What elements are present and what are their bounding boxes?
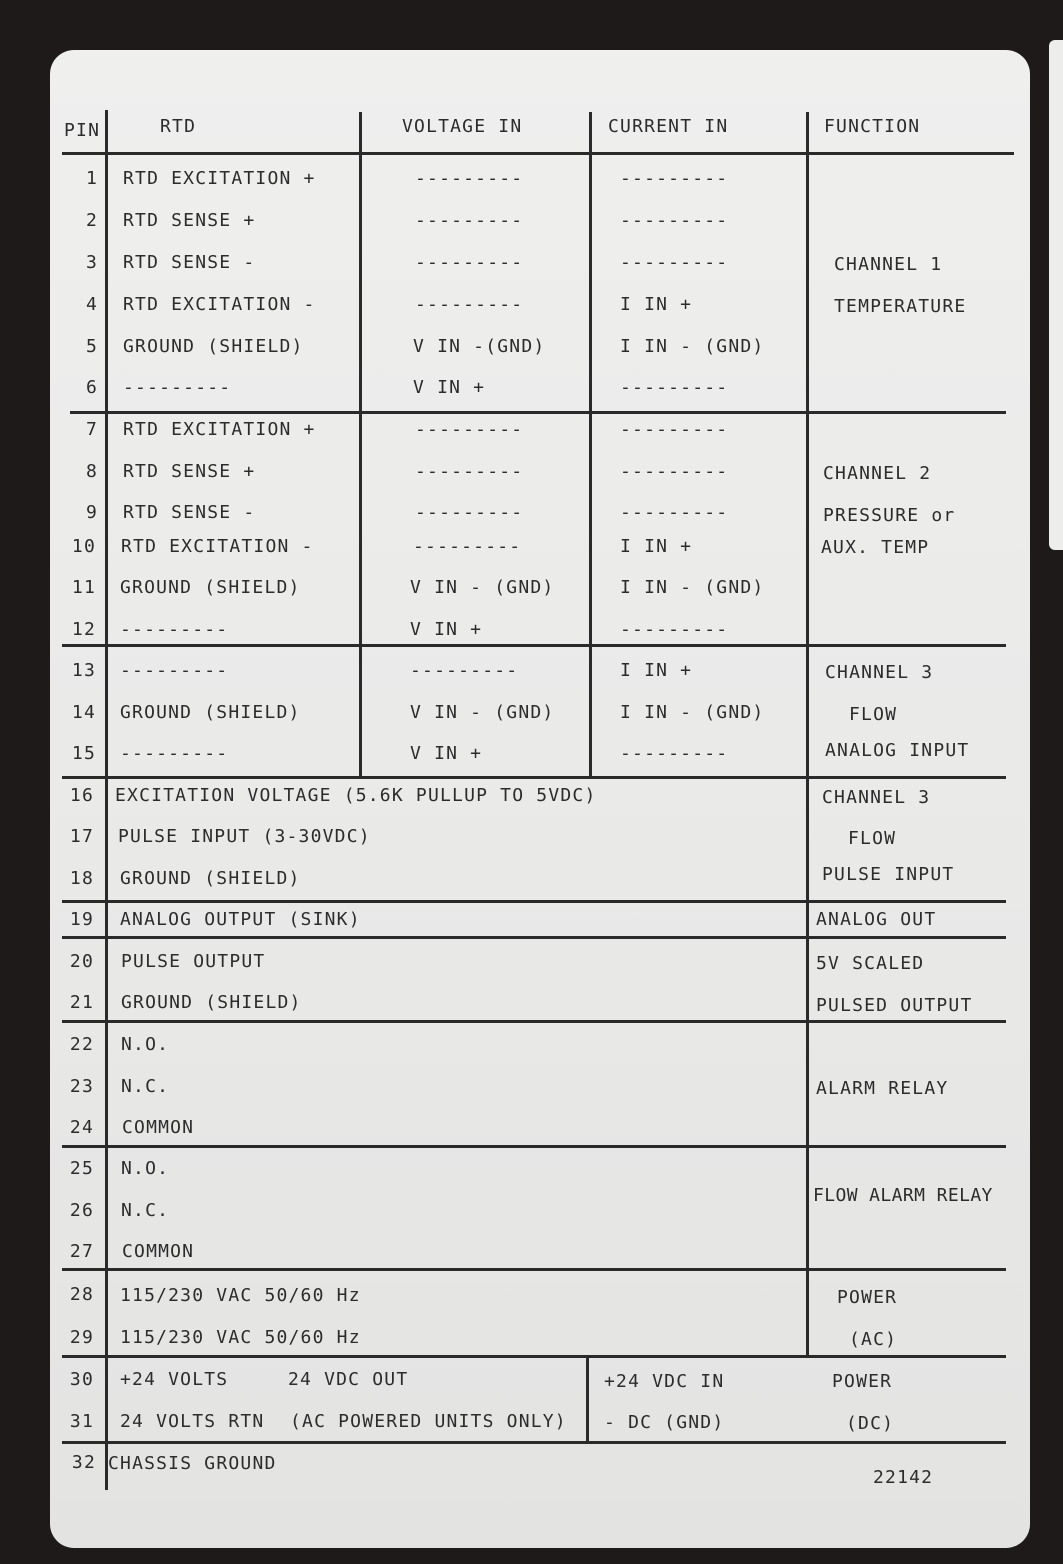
function-scaled-line2: PULSED OUTPUT [816, 995, 973, 1016]
desc-32: CHASSIS GROUND [108, 1453, 277, 1474]
divider-dc-current [586, 1356, 589, 1442]
header-function: FUNCTION [824, 116, 921, 137]
pin-26: 26 [69, 1200, 94, 1221]
voltage-31: (AC POWERED UNITS ONLY) [290, 1411, 567, 1432]
pin-9: 9 [85, 502, 98, 523]
voltage-13: --------- [410, 660, 519, 681]
pin-29: 29 [69, 1327, 94, 1348]
rtd-9: RTD SENSE - [123, 502, 256, 523]
function-ch1-line2: TEMPERATURE [834, 296, 967, 317]
rule-after-18 [62, 900, 1006, 903]
desc-16: EXCITATION VOLTAGE (5.6K PULLUP TO 5VDC) [115, 785, 597, 806]
current-7: --------- [620, 419, 729, 440]
rtd-6: --------- [123, 377, 232, 398]
voltage-14: V IN - (GND) [410, 702, 555, 723]
header-voltage-in: VOLTAGE IN [402, 116, 523, 137]
voltage-4: --------- [415, 294, 524, 315]
header-current-in: CURRENT IN [608, 116, 729, 137]
pin-1: 1 [85, 168, 98, 189]
current-15: --------- [620, 743, 729, 764]
desc-23: N.C. [121, 1076, 170, 1097]
function-alarm-relay: ALARM RELAY [816, 1078, 949, 1099]
function-ch3a-line1: CHANNEL 3 [825, 662, 934, 683]
pin-14: 14 [71, 702, 96, 723]
desc-21: GROUND (SHIELD) [121, 992, 302, 1013]
pin-2: 2 [85, 210, 98, 231]
rtd-12: --------- [120, 619, 229, 640]
desc-17: PULSE INPUT (3-30VDC) [118, 826, 371, 847]
pin-18: 18 [69, 868, 94, 889]
pin-6: 6 [85, 377, 98, 398]
rtd-4: RTD EXCITATION - [123, 294, 316, 315]
pin-13: 13 [71, 660, 96, 681]
voltage-9: --------- [415, 502, 524, 523]
current-3: --------- [620, 252, 729, 273]
rtd-15: --------- [120, 743, 229, 764]
voltage-7: --------- [415, 419, 524, 440]
current-12: --------- [620, 619, 729, 640]
rule-after-29 [62, 1355, 1006, 1358]
pin-20: 20 [69, 951, 94, 972]
rule-header [62, 152, 1014, 155]
desc-29: 115/230 VAC 50/60 Hz [120, 1327, 361, 1348]
function-ch3b-line1: CHANNEL 3 [822, 787, 931, 808]
pin-22: 22 [69, 1034, 94, 1055]
current-30: +24 VDC IN [604, 1371, 725, 1392]
pin-4: 4 [85, 294, 98, 315]
function-ch3b-line3: PULSE INPUT [822, 864, 955, 885]
pin-3: 3 [85, 252, 98, 273]
rtd-13: --------- [120, 660, 229, 681]
voltage-6: V IN + [413, 377, 486, 398]
desc-22: N.O. [121, 1034, 170, 1055]
pin-10: 10 [71, 536, 96, 557]
current-31: - DC (GND) [604, 1412, 725, 1433]
current-11: I IN - (GND) [620, 577, 765, 598]
pin-5: 5 [85, 336, 98, 357]
divider-function [806, 112, 809, 1356]
function-ch3b-line2: FLOW [848, 828, 897, 849]
current-14: I IN - (GND) [620, 702, 765, 723]
function-power-dc-line2: (DC) [846, 1413, 895, 1434]
current-1: --------- [620, 168, 729, 189]
pin-7: 7 [85, 419, 98, 440]
pin-21: 21 [69, 992, 94, 1013]
rtd-10: RTD EXCITATION - [121, 536, 314, 557]
function-ch2-line1: CHANNEL 2 [823, 463, 932, 484]
function-ch2-line2: PRESSURE or [823, 505, 956, 526]
rtd-2: RTD SENSE + [123, 210, 256, 231]
rtd-7: RTD EXCITATION + [123, 419, 316, 440]
rule-after-27 [62, 1268, 1006, 1271]
voltage-30: 24 VDC OUT [288, 1369, 409, 1390]
rule-after-6 [70, 411, 1006, 414]
function-analog-out: ANALOG OUT [816, 909, 937, 930]
current-5: I IN - (GND) [620, 336, 765, 357]
divider-pin [105, 110, 108, 1490]
voltage-12: V IN + [410, 619, 483, 640]
current-9: --------- [620, 502, 729, 523]
header-rtd: RTD [160, 116, 197, 137]
desc-24: COMMON [122, 1117, 195, 1138]
pin-19: 19 [69, 909, 94, 930]
current-13: I IN + [620, 660, 693, 681]
voltage-2: --------- [415, 210, 524, 231]
pin-30: 30 [69, 1369, 94, 1390]
rule-after-21 [62, 1020, 1006, 1023]
current-2: --------- [620, 210, 729, 231]
pin-17: 17 [69, 826, 94, 847]
rtd-3: RTD SENSE - [123, 252, 256, 273]
rtd-14: GROUND (SHIELD) [120, 702, 301, 723]
function-ch3a-line3: ANALOG INPUT [825, 740, 970, 761]
rtd-11: GROUND (SHIELD) [120, 577, 301, 598]
pin-24: 24 [69, 1117, 94, 1138]
desc-26: N.C. [121, 1200, 170, 1221]
function-scaled-line1: 5V SCALED [816, 953, 925, 974]
voltage-10: --------- [413, 536, 522, 557]
part-number: 22142 [873, 1467, 934, 1488]
function-power-ac-line2: (AC) [849, 1329, 898, 1350]
function-ch2-line3: AUX. TEMP [821, 537, 930, 558]
pin-23: 23 [69, 1076, 94, 1097]
header-pin: PIN [64, 120, 101, 141]
rule-after-24 [62, 1145, 1006, 1148]
function-power-dc-line1: POWER [832, 1371, 893, 1392]
rtd-8: RTD SENSE + [123, 461, 256, 482]
divider-voltage [359, 112, 362, 777]
pin-12: 12 [71, 619, 96, 640]
rule-after-19 [62, 936, 1006, 939]
current-4: I IN + [620, 294, 693, 315]
rule-after-12 [62, 644, 1006, 647]
function-ch3a-line2: FLOW [849, 704, 898, 725]
pin-11: 11 [71, 577, 96, 598]
voltage-15: V IN + [410, 743, 483, 764]
desc-31: 24 VOLTS RTN [120, 1411, 265, 1432]
rule-after-31 [62, 1441, 1006, 1444]
voltage-1: --------- [415, 168, 524, 189]
rtd-5: GROUND (SHIELD) [123, 336, 304, 357]
desc-30: +24 VOLTS [120, 1369, 229, 1390]
current-10: I IN + [620, 536, 693, 557]
voltage-5: V IN -(GND) [413, 336, 546, 357]
pin-31: 31 [69, 1411, 94, 1432]
current-6: --------- [620, 377, 729, 398]
voltage-8: --------- [415, 461, 524, 482]
desc-20: PULSE OUTPUT [121, 951, 266, 972]
rtd-1: RTD EXCITATION + [123, 168, 316, 189]
current-8: --------- [620, 461, 729, 482]
pin-8: 8 [85, 461, 98, 482]
pin-28: 28 [69, 1284, 94, 1305]
rule-after-15 [62, 776, 1006, 779]
voltage-3: --------- [415, 252, 524, 273]
desc-19: ANALOG OUTPUT (SINK) [120, 909, 361, 930]
voltage-11: V IN - (GND) [410, 577, 555, 598]
desc-25: N.O. [121, 1158, 170, 1179]
pin-15: 15 [71, 743, 96, 764]
divider-current [589, 112, 592, 777]
function-ch1-line1: CHANNEL 1 [834, 254, 943, 275]
pin-27: 27 [69, 1241, 94, 1262]
desc-18: GROUND (SHIELD) [120, 868, 301, 889]
pin-25: 25 [69, 1158, 94, 1179]
pin-16: 16 [69, 785, 94, 806]
function-power-ac-line1: POWER [837, 1287, 898, 1308]
function-flow-alarm-relay: FLOW ALARM RELAY [813, 1185, 993, 1206]
desc-27: COMMON [122, 1241, 195, 1262]
desc-28: 115/230 VAC 50/60 Hz [120, 1285, 361, 1306]
pin-32: 32 [71, 1452, 96, 1473]
